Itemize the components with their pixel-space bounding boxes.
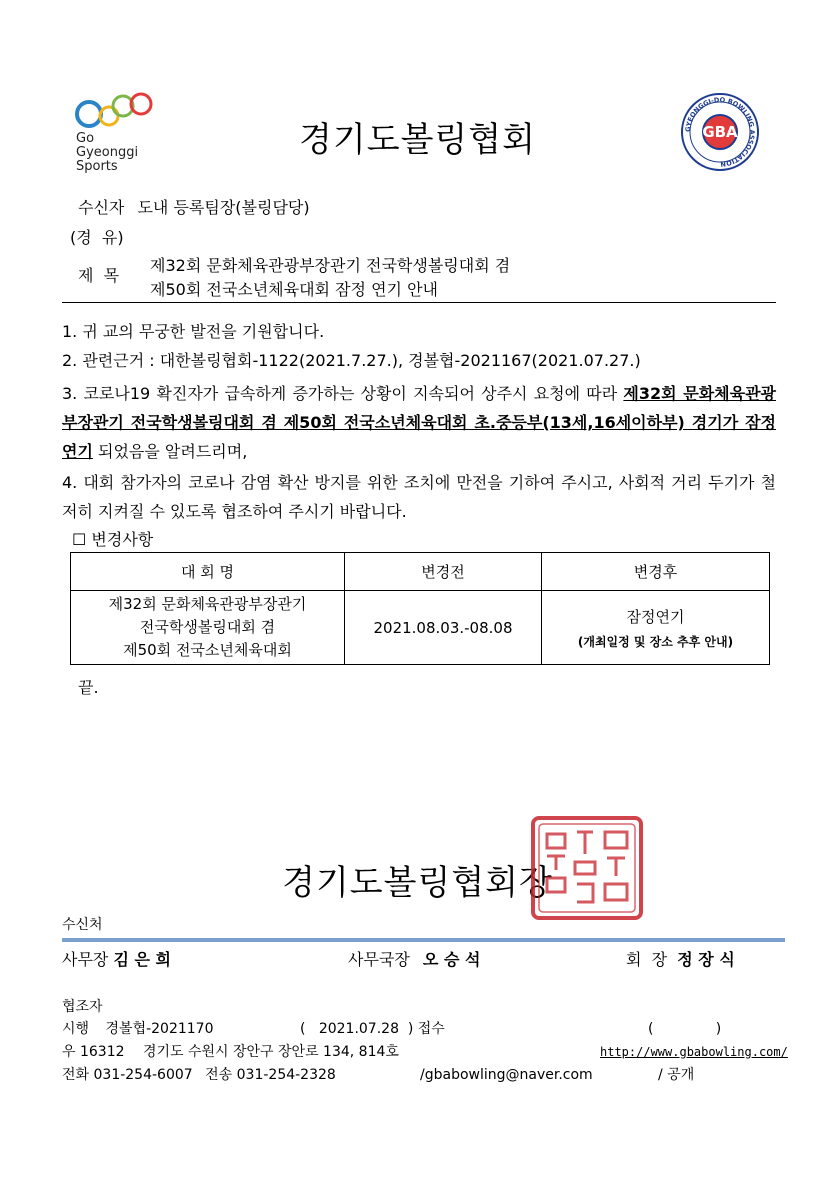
body-paragraph-4: 4. 대회 참가자의 코로나 감염 확산 방지를 위한 조치에 만전을 기하여 주시고, 사회적 거리 두기가 철저히 지켜질 수 있도록 협조하여 주시기 바랍니다. [62, 473, 776, 521]
staff-1-name: 김 은 희 [113, 950, 171, 969]
address-row [62, 1041, 399, 1063]
event-cell [71, 591, 345, 665]
end-mark: 끝. [78, 678, 99, 697]
seal-ring-text: GYEONGGI-DO BOWLING ASSOCIATION [683, 95, 757, 169]
recipients-label: 수신처 [62, 917, 103, 933]
subject-line-2: 제50회 전국소년체육대회 잠정 연기 안내 [150, 280, 438, 299]
body-paragraph-1: 1. 귀 교의 무궁한 발전을 기원합니다. [62, 322, 325, 341]
subject-label: 제 목 [78, 266, 120, 285]
seal-center-text: GBA [702, 123, 738, 141]
staff-2 [348, 950, 480, 970]
logo-line-2: Gyeonggi [76, 145, 139, 160]
recipient-row [78, 198, 310, 218]
org-title: 경기도볼링협회 [299, 120, 536, 160]
after-value: 잠정연기 [626, 607, 685, 626]
via-label: (경 유) [70, 228, 124, 247]
email[interactable]: /gbabowling@naver.com [420, 1067, 593, 1083]
staff-1 [62, 950, 171, 970]
footer-divider [62, 938, 785, 942]
before-cell: 2021.08.03.-08.08 [345, 591, 542, 665]
exec-row [62, 1018, 214, 1040]
address: 경기도 수원시 장안구 장안로 134, 814호 [142, 1044, 399, 1060]
zip-code: 우 16312 [62, 1044, 125, 1060]
changes-table [70, 552, 770, 665]
p3-pre: 3. 코로나19 확진자가 급속하게 증가하는 상황이 지속되어 상주시 요청에 따라 [62, 384, 624, 403]
logo-line-1: Go [76, 131, 95, 146]
official-stamp-icon [529, 814, 645, 922]
body-paragraph-2: 2. 관련근거 : 대한볼링협회-1122(2021.7.27.), 경볼협-2021167(2021.07.27.) [62, 351, 641, 370]
staff-3-role: 회 장 [626, 950, 668, 969]
subject-line-1: 제32회 문화체육관광부장관기 전국학생볼링대회 겸 [150, 256, 511, 275]
after-cell [542, 591, 770, 665]
staff-1-role: 사무장 [62, 950, 109, 969]
disclosure: / 공개 [658, 1067, 695, 1083]
header-divider [62, 302, 776, 303]
subject-text [150, 254, 510, 302]
staff-3-name: 정 장 식 [677, 950, 735, 969]
header-before: 변경전 [345, 553, 542, 591]
fax: 전송 031-254-2328 [205, 1067, 336, 1083]
after-note: (개최일정 및 장소 추후 안내) [577, 634, 734, 649]
header-after: 변경후 [542, 553, 770, 591]
staff-2-name: 오 승 석 [422, 950, 481, 969]
contact-row [62, 1064, 336, 1086]
signature-name: 경기도볼링협회장 [282, 863, 553, 903]
staff-2-role: 사무국장 [348, 950, 410, 969]
receipt-date: ( 2021.07.28 ) 접수 [300, 1021, 445, 1037]
gba-seal [680, 92, 760, 172]
staff-3 [626, 950, 735, 970]
cooperation-label: 협조자 [62, 999, 103, 1015]
p3-emphasis: 제32회 문화체육관광부장관기 전국학생볼링대회 겸 제50회 전국소년체육대회 초.중등부(13세,16세이하부) 경기가 잠정 연기 [62, 384, 776, 461]
website-link[interactable]: http://www.gbabowling.com/ [600, 1045, 788, 1059]
exec-label: 시행 [62, 1021, 90, 1037]
telephone: 전화 031-254-6007 [62, 1067, 193, 1083]
event-line-1: 제32회 문화체육관광부장관기 [108, 595, 307, 613]
changes-heading: ☐ 변경사항 [72, 530, 154, 549]
recipient-value: 도내 등록팀장(볼링담당) [137, 198, 310, 217]
p3-post: 되었음을 알려드리며, [92, 442, 248, 461]
event-line-2: 전국학생볼링대회 겸 [139, 618, 276, 636]
receipt-paren: ( ) [648, 1021, 722, 1037]
logo-line-3: Sports [76, 159, 118, 174]
recipient-label: 수신자 [78, 198, 125, 217]
exec-number: 경볼협-2021170 [105, 1021, 214, 1037]
body-paragraph-3 [62, 379, 776, 466]
event-line-3: 제50회 전국소년체육대회 [123, 641, 292, 659]
header-event: 대 회 명 [71, 553, 345, 591]
official-stamp [529, 814, 645, 922]
